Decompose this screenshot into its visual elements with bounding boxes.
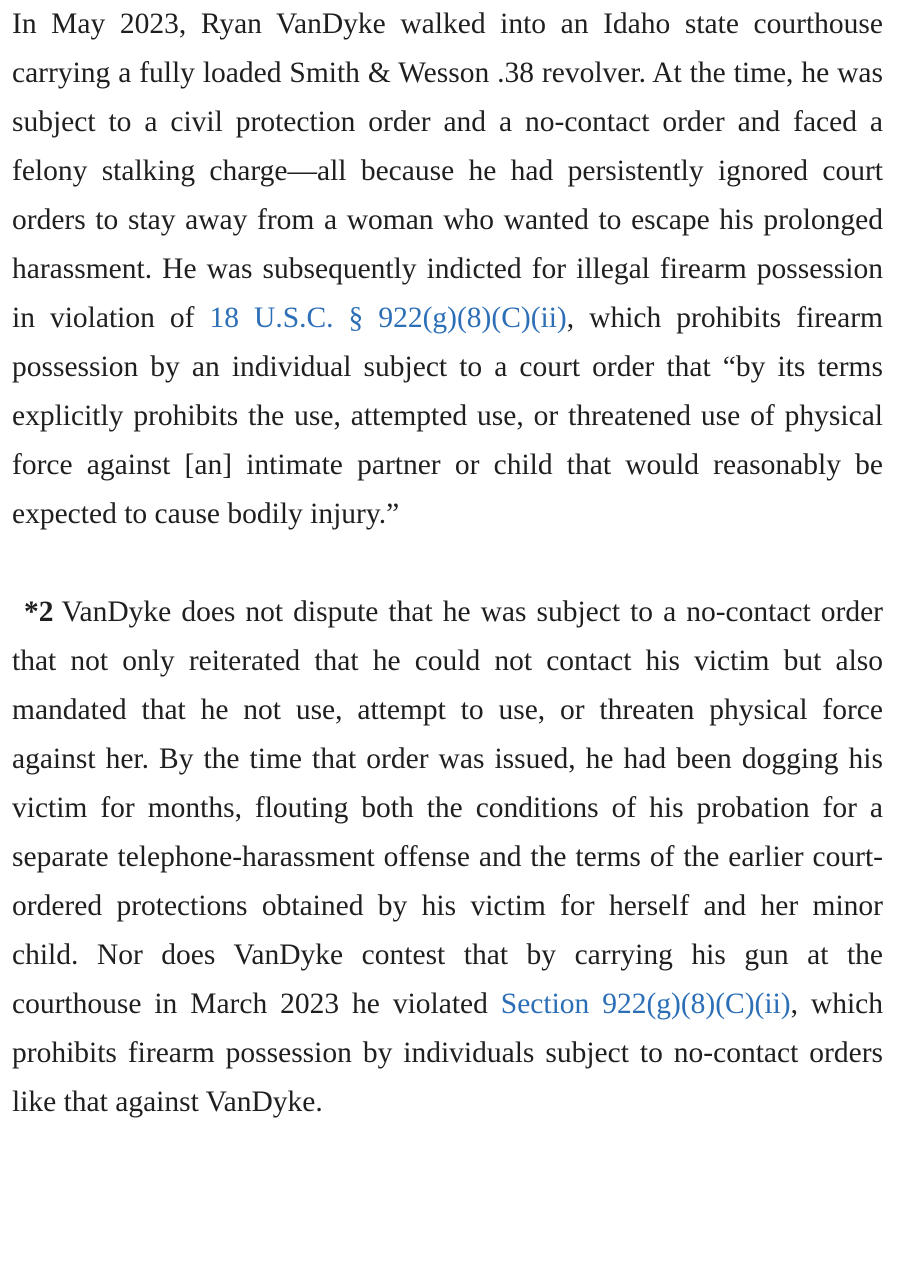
star-page-marker: *2 bbox=[24, 596, 54, 628]
statute-link-18-usc-922[interactable]: 18 U.S.C. § 922(g)(8)(C)(ii) bbox=[209, 302, 567, 334]
paragraph-2-text-a: VanDyke does not dispute that he was subject to a no-contact order that not only reiterated that he could not contact his victim but also mandated that he not use, attempt to use, or threaten physical force against her. By the time that order was issued, he had been dogging his victim for months, flouting both the conditions of his probation for a separate telephone-harassment offense and the terms of the earlier court-ordered protections obtained by his victim for herself and her minor child. Nor does VanDyke contest that by carrying his gun at the courthouse in March 2023 he violated bbox=[12, 596, 883, 1020]
document-body bbox=[12, 0, 883, 1127]
paragraph-1-text-b: , which prohibits firearm possession by an individual subject to a court order that “by its terms explicitly prohibits the use, attempted use, or threatened use of physical force against [an] intimate partner or child that would reasonably be expected to cause bodily injury.” bbox=[12, 302, 883, 530]
paragraph-2-text-b: , which prohibits firearm possession by individuals subject to no-contact orders like that against VanDyke. bbox=[12, 988, 883, 1118]
paragraph-2 bbox=[12, 588, 883, 1127]
paragraph-1 bbox=[12, 0, 883, 539]
statute-link-section-922[interactable]: Section 922(g)(8)(C)(ii) bbox=[500, 988, 791, 1020]
paragraph-1-text-a: In May 2023, Ryan VanDyke walked into an Idaho state courthouse carrying a fully loaded Smith & Wesson .38 revolver. At the time, he was subject to a civil protection order and a no-contact order and faced a felony stalking charge—all because he had persistently ignored court orders to stay away from a woman who wanted to escape his prolonged harassment. He was subsequently indicted for illegal firearm possession in violation of bbox=[12, 8, 883, 334]
